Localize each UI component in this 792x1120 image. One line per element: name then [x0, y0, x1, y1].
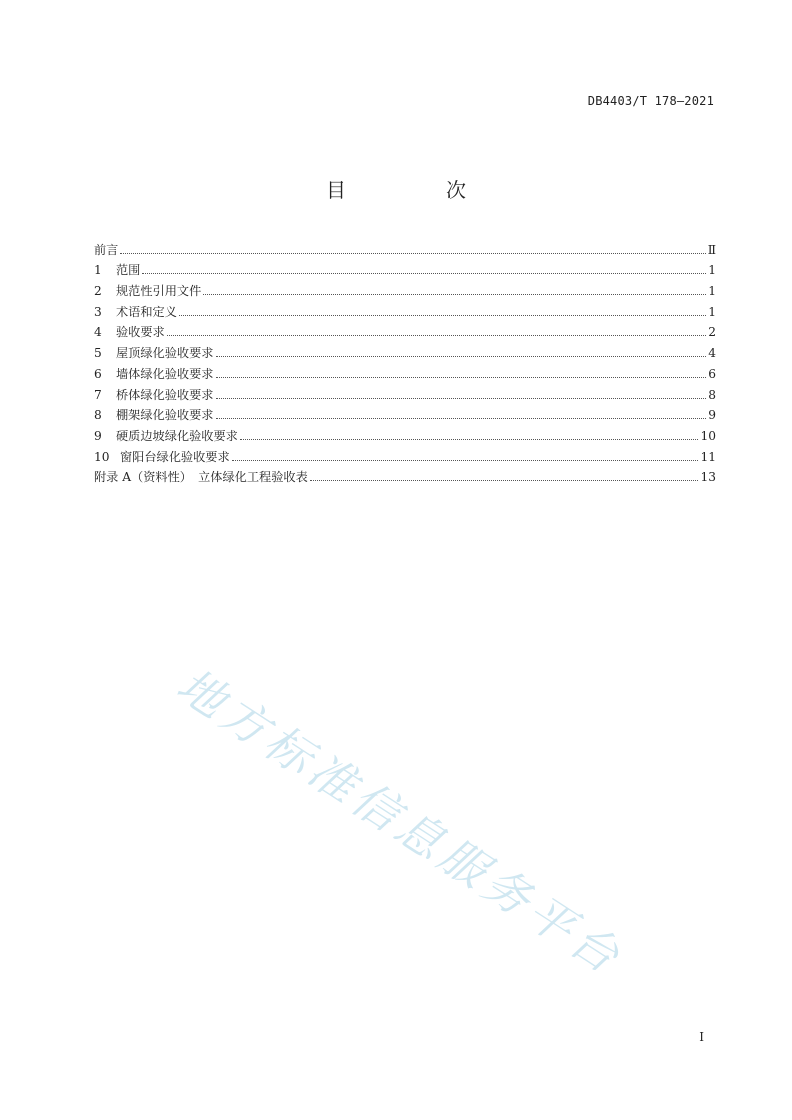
- toc-entry-8[interactable]: [94, 402, 716, 423]
- toc-entry-annex-a[interactable]: [94, 464, 716, 485]
- toc-label: 术语和定义: [116, 304, 177, 319]
- toc-entry-7[interactable]: [94, 381, 716, 402]
- toc-leader-dots: [203, 294, 706, 295]
- toc-label: 硬质边坡绿化验收要求: [116, 428, 238, 443]
- toc-label: 棚架绿化验收要求: [116, 408, 214, 423]
- toc-entry-6[interactable]: [94, 360, 716, 381]
- toc-entry-3[interactable]: [94, 298, 716, 319]
- page-number: I: [699, 1030, 704, 1044]
- page-title: 目 次: [326, 178, 506, 202]
- toc-label: 前言: [94, 242, 119, 257]
- toc-leader-dots: [216, 398, 707, 399]
- toc-leader-dots: [216, 356, 707, 357]
- toc-page: 8: [708, 387, 716, 402]
- toc-page: 2: [708, 325, 716, 340]
- toc-number: 2: [94, 284, 102, 299]
- toc-leader-dots: [232, 460, 699, 461]
- toc-label: 规范性引用文件: [116, 284, 202, 299]
- toc-label: 桥体绿化验收要求: [116, 387, 214, 402]
- toc-page: 11: [700, 449, 716, 464]
- toc-number: 6: [94, 366, 102, 381]
- toc-leader-dots: [179, 315, 706, 316]
- toc-label: 屋顶绿化验收要求: [116, 346, 214, 361]
- toc-number: 1: [94, 263, 102, 278]
- toc-number: 9: [94, 428, 102, 443]
- toc-page: 13: [700, 470, 716, 485]
- toc-page: 4: [708, 346, 716, 361]
- toc-number: 8: [94, 408, 102, 423]
- table-of-contents: [94, 236, 716, 484]
- toc-label: 范围: [116, 263, 141, 278]
- toc-number: 7: [94, 387, 102, 402]
- toc-entry-5[interactable]: [94, 339, 716, 360]
- toc-number: 10: [94, 449, 110, 464]
- toc-number: 5: [94, 346, 102, 361]
- toc-page: 10: [700, 428, 716, 443]
- toc-label: 附录 A（资料性） 立体绿化工程验收表: [94, 470, 308, 485]
- toc-leader-dots: [167, 335, 706, 336]
- toc-entry-10[interactable]: [94, 443, 716, 464]
- toc-leader-dots: [216, 377, 707, 378]
- toc-entry-9[interactable]: [94, 422, 716, 443]
- toc-entry-2[interactable]: [94, 277, 716, 298]
- toc-page: 1: [708, 263, 716, 278]
- toc-label: 验收要求: [116, 325, 165, 340]
- standard-code: DB4403/T 178—2021: [587, 94, 714, 108]
- toc-label: 墙体绿化验收要求: [116, 366, 214, 381]
- toc-number: 3: [94, 304, 102, 319]
- toc-leader-dots: [310, 480, 699, 481]
- toc-entry-4[interactable]: [94, 319, 716, 340]
- toc-page: 1: [708, 304, 716, 319]
- watermark: 地方标准信息服务平台: [167, 657, 634, 987]
- toc-label: 窗阳台绿化验收要求: [120, 449, 230, 464]
- toc-page: 6: [708, 366, 716, 381]
- toc-page: 1: [708, 284, 716, 299]
- toc-leader-dots: [240, 439, 699, 440]
- toc-leader-dots: [142, 273, 706, 274]
- toc-page: 9: [708, 408, 716, 423]
- toc-number: 4: [94, 325, 102, 340]
- toc-leader-dots: [120, 253, 705, 254]
- toc-entry-foreword[interactable]: [94, 236, 716, 257]
- toc-page: Ⅱ: [707, 242, 716, 257]
- toc-entry-1[interactable]: [94, 257, 716, 278]
- toc-leader-dots: [216, 418, 707, 419]
